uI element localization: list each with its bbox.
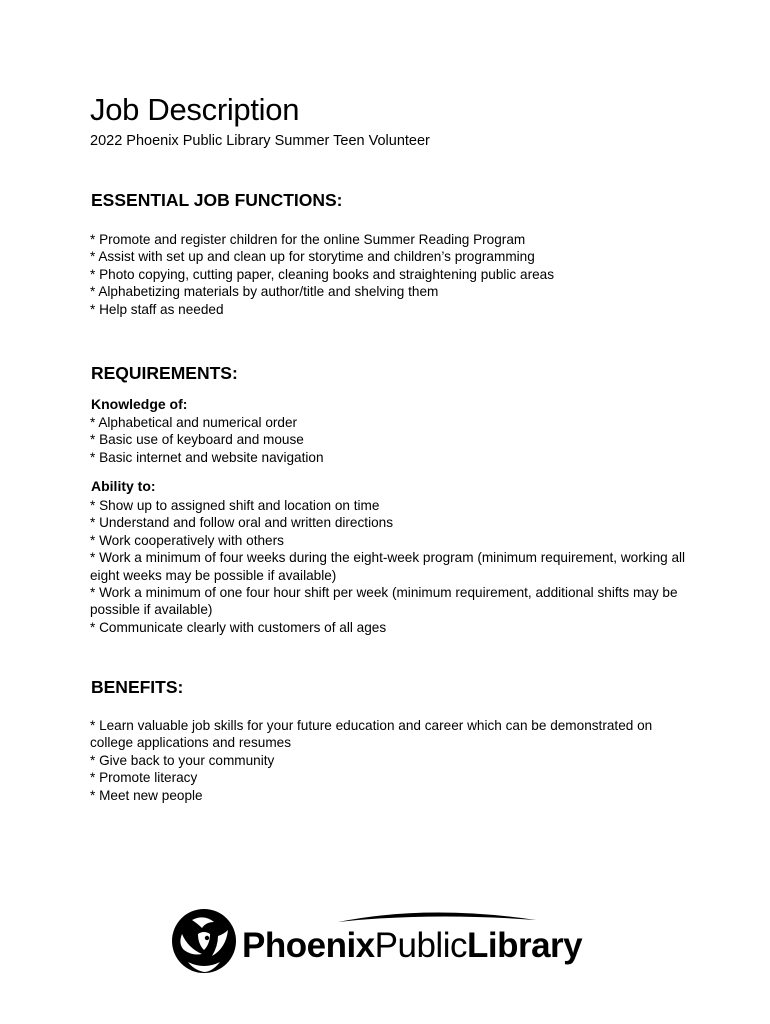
list-item: * Learn valuable job skills for your future education and career which can be demonstrated on college applications and resumes [90, 718, 653, 751]
list-item: * Promote literacy [90, 770, 198, 786]
knowledge-heading: Knowledge of: [91, 396, 188, 412]
knowledge-list [90, 414, 690, 466]
ability-heading: Ability to: [91, 478, 156, 494]
list-item: * Work cooperatively with others [90, 532, 284, 548]
list-item: * Understand and follow oral and written directions [90, 515, 394, 531]
essential-functions-list [90, 231, 690, 318]
list-item: * Assist with set up and clean up for storytime and children’s programming [90, 249, 535, 265]
list-item: * Meet new people [90, 787, 203, 803]
list-item: * Help staff as needed [90, 301, 224, 317]
essential-functions-heading: ESSENTIAL JOB FUNCTIONS: [91, 190, 343, 210]
list-item: * Alphabetical and numerical order [90, 415, 298, 430]
page-title: Job Description [90, 92, 300, 127]
list-item: * Basic use of keyboard and mouse [90, 432, 304, 448]
list-item: * Communicate clearly with customers of all ages [90, 619, 387, 635]
list-item: * Work a minimum of one four hour shift per week (minimum requirement, additional shifts may be possible if available) [90, 585, 678, 618]
list-item: * Photo copying, cutting paper, cleaning books and straightening public areas [90, 266, 555, 282]
benefits-list [90, 717, 690, 804]
list-item: * Give back to your community [90, 752, 275, 768]
logo-wordmark [242, 926, 582, 966]
list-item: * Basic internet and website navigation [90, 449, 324, 465]
logo-word-library: Library [466, 926, 583, 965]
page-subtitle: 2022 Phoenix Public Library Summer Teen Volunteer [90, 133, 430, 149]
logo-swoosh [338, 912, 536, 922]
list-item: * Show up to assigned shift and location on time [90, 498, 380, 513]
list-item: * Promote and register children for the online Summer Reading Program [90, 232, 526, 247]
list-item: * Alphabetizing materials by author/title and shelving them [90, 284, 439, 300]
ability-list [90, 497, 690, 636]
list-item: * Work a minimum of four weeks during the eight-week program (minimum requirement, working all eight weeks may be possible if available) [90, 550, 686, 583]
benefits-heading: BENEFITS: [91, 677, 184, 697]
phoenix-public-library-logo [168, 900, 608, 990]
requirements-heading: REQUIREMENTS: [91, 363, 238, 383]
logo-word-phoenix: Phoenix [242, 926, 375, 965]
logo-word-public: Public [374, 926, 467, 965]
